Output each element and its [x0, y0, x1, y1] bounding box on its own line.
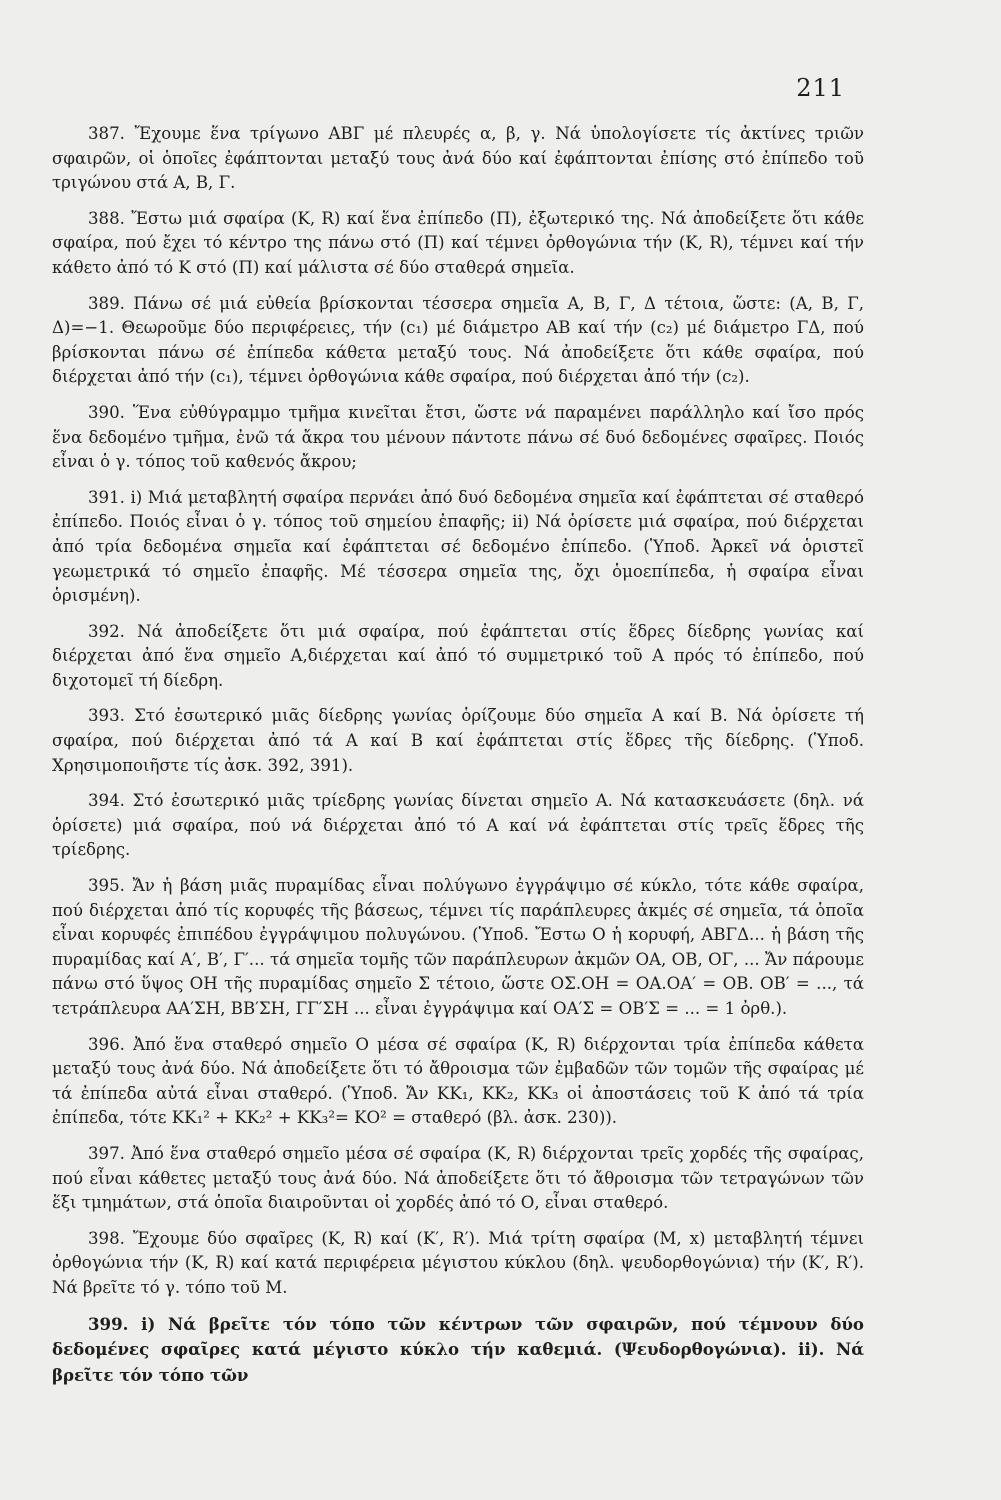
problem-text: Ἄν ἡ βάση μιᾶς πυραμίδας εἶναι πολύγωνο ἐγγράψιμο σέ κύκλο, τότε κάθε σφαίρα, πού διέρχεται ἀπό τίς κορυφές τῆς βάσεως, τέμνει τίς παράπλευρες ἀκμές σέ σημεῖα, τά ὁποῖα εἶναι κορυφές ἐπιπέδου ἐγγράψιμου πολυγώνου. (Ὑποδ. Ἔστω Ο ἡ κορυφή, ΑΒΓΔ... ἡ βάση τῆς πυραμίδας καί Α′, Β′, Γ′... τά σημεῖα τομῆς τῶν παράπλευρων ἀκμῶν ΟΑ, ΟΒ, ΟΓ, ... Ἄν πάρουμε πάνω στό ὕψος ΟΗ τῆς πυραμίδας σημεῖο Σ τέτοιο, ὥστε ΟΣ.ΟΗ = ΟΑ.ΟΑ′ = ΟΒ. ΟΒ′ = ..., τά τετράπλευρα ΑΑ′ΣΗ, ΒΒ′ΣΗ, ΓΓ′ΣΗ ... εἶναι ἐγγράψιμα καί ΟΑ′Σ = ΟΒ′Σ = ... = 1 ὀρθ.). — [52, 876, 864, 1018]
problem-number: 393. — [88, 706, 125, 726]
problem-388 — [52, 207, 864, 281]
problem-387 — [52, 122, 864, 196]
problem-text: Ἀπό ἕνα σταθερό σημεῖο μέσα σέ σφαίρα (Κ, R) διέρχονται τρεῖς χορδές τῆς σφαίρας, πού εἶναι κάθετες μεταξύ τους ἀνά δύο. Νά ἀποδείξετε ὅτι τό ἄθροισμα τῶν τετραγώνων τῶν ἕξι τμημάτων, στά ὁποῖα διαιροῦνται οἱ χορδές ἀπό τό Ο, εἶναι σταθερό. — [52, 1143, 864, 1213]
problem-text: Πάνω σέ μιά εὐθεία βρίσκονται τέσσερα σημεῖα Α, Β, Γ, Δ τέτοια, ὥστε: (Α, Β, Γ, Δ)=−1. Θεωροῦμε δύο περιφέρειες, τήν (c₁) μέ διάμετρο ΑΒ καί τήν (c₂) μέ διάμετρο ΓΔ, πού βρίσκονται πάνω σέ ἐπίπεδα κάθετα μεταξύ τους. Νά ἀποδείξετε ὅτι κάθε σφαίρα, πού διέρχεται ἀπό τήν (c₁), τέμνει ὀρθογώνια κάθε σφαίρα, πού διέρχεται ἀπό τήν (c₂). — [52, 293, 864, 387]
problem-390 — [52, 401, 864, 475]
problem-393 — [52, 704, 864, 778]
problem-number: 389. — [88, 293, 125, 313]
problem-number: 394. — [88, 791, 125, 811]
problem-number: 388. — [88, 208, 125, 228]
exercise-list — [52, 122, 864, 1396]
problem-text: Στό ἐσωτερικό μιᾶς δίεδρης γωνίας ὁρίζουμε δύο σημεῖα Α καί Β. Νά ὁρίσετε τή σφαίρα, πού διέρχεται ἀπό τά Α καί Β καί ἐφάπτεται στίς ἕδρες τῆς δίεδρης. (Ὑποδ. Χρησιμοποιῆστε τίς ἀσκ. 392, 391). — [52, 706, 864, 775]
problem-text: Νά ἀποδείξετε ὅτι μιά σφαίρα, πού ἐφάπτεται στίς ἕδρες δίεδρης γωνίας καί διέρχεται ἀπό ἕνα σημεῖο Α,διέρχεται καί ἀπό τό συμμετρικό τοῦ Α πρός τό ἐπίπεδο, πού διχοτομεῖ τή δίεδρη. — [52, 621, 865, 690]
page-number: 211 — [796, 74, 845, 102]
problem-number: 387. — [88, 124, 125, 143]
problem-398 — [52, 1227, 864, 1301]
problem-number: 397. — [88, 1143, 125, 1163]
problem-394 — [52, 789, 864, 863]
problem-397 — [52, 1142, 864, 1216]
problem-text: i) Νά βρεῖτε τόν τόπο τῶν κέντρων τῶν σφαιρῶν, πού τέμνουν δύο δεδομένες σφαῖρες κατά μέγιστο κύκλο τήν καθεμιά. (Ψευδορθογώνια). ii). Νά βρεῖτε τόν τόπο τῶν — [52, 1313, 864, 1385]
problem-text: Ἔχουμε ἕνα τρίγωνο ΑΒΓ μέ πλευρές α, β, γ. Νά ὑπολογίσετε τίς ἀκτίνες τριῶν σφαιρῶν, οἱ ὁποῖες ἐφάπτονται μεταξύ τους ἀνά δύο καί ἐφάπτονται ἐπίσης στό ἐπίπεδο τοῦ τριγώνου στά Α, Β, Γ. — [52, 124, 864, 193]
problem-399 — [52, 1312, 864, 1389]
problem-text: Ἔχουμε δύο σφαῖρες (Κ, R) καί (Κ′, R′). Μιά τρίτη σφαίρα (Μ, x) μεταβλητή τέμνει ὀρθογώνια τήν (Κ, R) καί κατά περιφέρεια μέγιστου κύκλου (δηλ. ψευδορθογώνια) τήν (Κ′, R′). Νά βρεῖτε τό γ. τόπο τοῦ Μ. — [52, 1228, 864, 1297]
problem-text: i) Μιά μεταβλητή σφαίρα περνάει ἀπό δυό δεδομένα σημεῖα καί ἐφάπτεται σέ σταθερό ἐπίπεδο. Ποιός εἶναι ὁ γ. τόπος τοῦ σημείου ἐπαφῆς; ii) Νά ὁρίσετε μιά σφαίρα, πού διέρχεται ἀπό τρία δεδομένα σημεῖα καί ἐφάπτεται σέ δεδομένο ἐπίπεδο. (Ὑποδ. Ἀρκεῖ νά ὁριστεῖ γεωμετρικά τό σημεῖο ἐπαφῆς. Μέ τέσσερα σημεῖα της, ὄχι ὁμοεπίπεδα, ἡ σφαίρα εἶναι ὁρισμένη). — [52, 487, 864, 606]
problem-number: 399. — [88, 1313, 129, 1334]
problem-389 — [52, 292, 864, 390]
problem-392 — [52, 620, 864, 694]
problem-text: Ἕνα εὐθύγραμμο τμῆμα κινεῖται ἔτσι, ὥστε νά παραμένει παράλληλο καί ἴσο πρός ἕνα δεδομένο τμῆμα, ἐνῶ τά ἄκρα του μένουν πάντοτε πάνω σέ δυό δεδομένες σφαῖρες. Ποιός εἶναι ὁ γ. τόπος τοῦ καθενός ἄκρου; — [52, 402, 864, 472]
problem-text: Ἀπό ἕνα σταθερό σημεῖο Ο μέσα σέ σφαίρα (Κ, R) διέρχονται τρία ἐπίπεδα κάθετα μεταξύ τους ἀνά δύο. Νά ἀποδείξετε ὅτι τό ἄθροισμα τῶν ἐμβαδῶν τῶν τομῶν τῆς σφαίρας μέ τά ἐπίπεδα αὐτά εἶναι σταθερό. (Ὑποδ. Ἄν ΚΚ₁, ΚΚ₂, ΚΚ₃ οἱ ἀποστάσεις τοῦ Κ ἀπό τά τρία ἐπίπεδα, τότε ΚΚ₁² + ΚΚ₂² + ΚΚ₃²= ΚΟ² = σταθερό (βλ. ἀσκ. 230)). — [52, 1034, 864, 1128]
problem-number: 392. — [88, 621, 125, 641]
problem-396 — [52, 1033, 864, 1131]
problem-number: 396. — [88, 1034, 125, 1054]
problem-number: 395. — [88, 876, 125, 896]
problem-number: 398. — [88, 1228, 125, 1248]
problem-395 — [52, 874, 864, 1022]
problem-text: Στό ἐσωτερικό μιᾶς τρίεδρης γωνίας δίνεται σημεῖο Α. Νά κατασκευάσετε (δηλ. νά ὁρίσετε) μιά σφαίρα, πού νά διέρχεται ἀπό τό Α καί νά ἐφάπτεται στίς τρεῖς ἕδρες τῆς τρίεδρης. — [52, 791, 864, 860]
problem-number: 390. — [88, 402, 125, 422]
problem-391 — [52, 486, 864, 609]
problem-number: 391. — [88, 487, 125, 507]
problem-text: Ἔστω μιά σφαίρα (Κ, R) καί ἕνα ἐπίπεδο (Π), ἐξωτερικό της. Νά ἀποδείξετε ὅτι κάθε σφαίρα, πού ἔχει τό κέντρο της πάνω στό (Π) καί τέμνει ὀρθογώνια τήν (Κ, R), τέμνει καί τήν κάθετο ἀπό τό Κ στό (Π) καί μάλιστα σέ δύο σταθερά σημεῖα. — [52, 208, 864, 277]
